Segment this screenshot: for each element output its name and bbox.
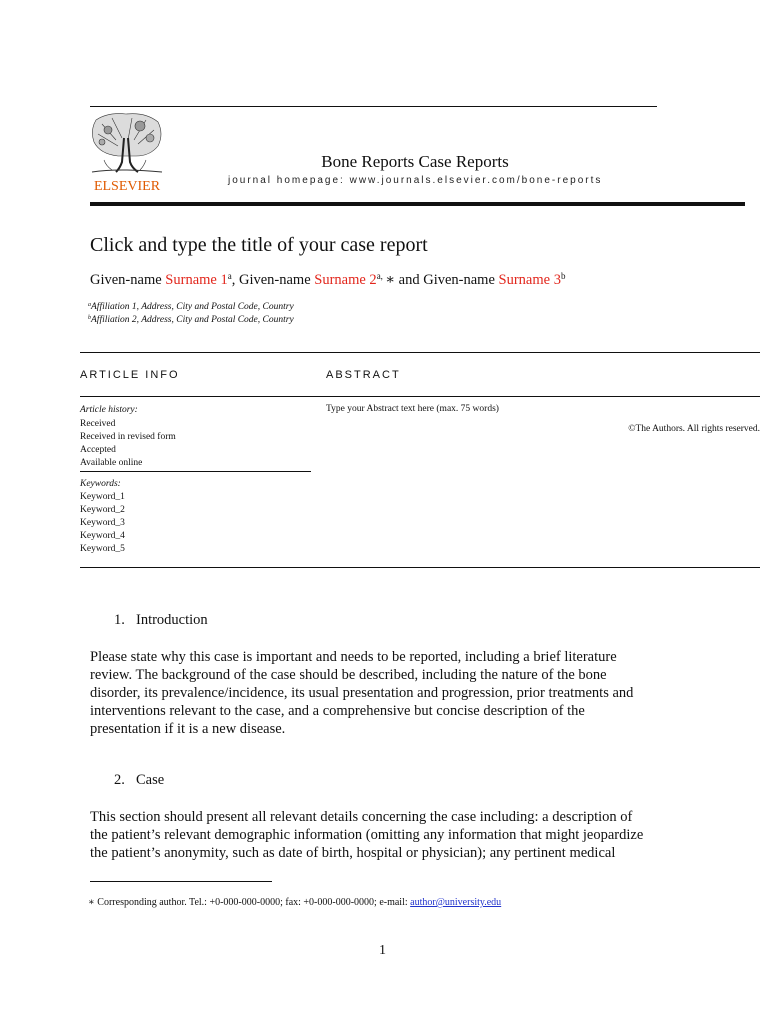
elsevier-logo [88,110,166,196]
paragraph-line: This section should present all relevant details concerning the case including: a description of [90,809,633,825]
corresponding-author-footnote [88,897,501,908]
keyword-5: Keyword_5 [80,544,125,554]
page-number: 1 [379,943,386,958]
history-rule [80,471,311,472]
author-surname: Surname 1 [165,272,228,288]
journal-title: Bone Reports Case Reports [321,152,509,171]
article-title: Click and type the title of your case report [90,234,428,256]
affiliation-text: Affiliation 1, Address, City and Postal Code, Country [91,302,294,312]
footnote-text: Corresponding author. Tel.: +0-000-000-0000; fax: +0-000-000-0000; e-mail: [94,897,411,908]
author-given-name: Given-name [423,272,499,288]
author-separator: , [231,272,239,288]
author-email-link[interactable]: author@university.edu [410,897,502,908]
footnote-marker: ∗ [88,897,95,908]
abstract-heading: ABSTRACT [326,369,401,381]
affiliation-1 [88,302,294,312]
author-given-name: Given-name [90,272,166,288]
paragraph-line: the patient’s anonymity, such as date of birth, hospital or physician); any pertinent medical [90,845,616,861]
info-top-rule [80,352,760,353]
section-title: Case [136,772,165,788]
history-online: Available online [80,458,143,468]
keyword-2: Keyword_2 [80,505,125,515]
header-bottom-rule [90,202,745,206]
paragraph-line: Please state why this case is important and needs to be reported, including a brief literature [90,649,617,665]
paragraph-line: the patient’s relevant demographic information (omitting any information that might jeopardize [90,827,644,843]
affiliation-mark: b [88,315,91,321]
history-received: Received [80,419,116,429]
history-label: Article history: [80,405,138,415]
abstract-text: Type your Abstract text here (max. 75 words) [326,404,499,414]
history-revised: Received in revised form [80,432,176,442]
affiliation-marker: b [560,271,566,281]
author-list [90,272,565,289]
paragraph-line: presentation if it is a new disease. [90,721,286,737]
author-surname: Surname 3 [498,272,561,288]
author-surname: Surname 2 [314,272,377,288]
paragraph-line: review. The background of the case should be described, including the nature of the bone [90,667,607,683]
affiliation-text: Affiliation 2, Address, City and Postal Code, Country [91,315,294,325]
section-heading-introduction [114,612,208,629]
corresponding-marker: ∗ [385,272,396,288]
info-bottom-rule [80,567,760,568]
section-number: 1. [114,612,125,628]
header-top-rule [90,106,657,107]
copyright-notice: ©The Authors. All rights reserved. [628,424,760,434]
elsevier-wordmark: ELSEVIER [93,179,161,194]
keyword-3: Keyword_3 [80,518,125,528]
keyword-4: Keyword_4 [80,531,125,541]
author-separator: and [395,272,424,288]
journal-homepage[interactable]: journal homepage: www.journals.elsevier.com/bone-reports [228,175,603,186]
article-info-heading: ARTICLE INFO [80,369,180,381]
author-given-name: Given-name [238,272,315,288]
introduction-paragraph [90,648,690,738]
affiliation-mark: a [88,302,91,308]
keywords-label: Keywords: [80,479,121,489]
history-accepted: Accepted [80,445,116,455]
keyword-1: Keyword_1 [80,492,125,502]
paragraph-line: interventions relevant to the case, and a comprehensive but concise description of the [90,703,585,719]
affiliation-marker: a [227,271,232,281]
section-number: 2. [114,772,125,788]
section-heading-case [114,772,164,789]
section-title: Introduction [136,612,208,628]
case-paragraph [90,808,690,862]
info-head-rule [80,396,760,397]
paragraph-line: disorder, its prevalence/incidence, its usual presentation and progression, prior treatments and [90,685,634,701]
affiliation-marker: a, [376,271,386,281]
affiliation-2 [88,315,294,325]
footnote-rule [90,881,272,882]
